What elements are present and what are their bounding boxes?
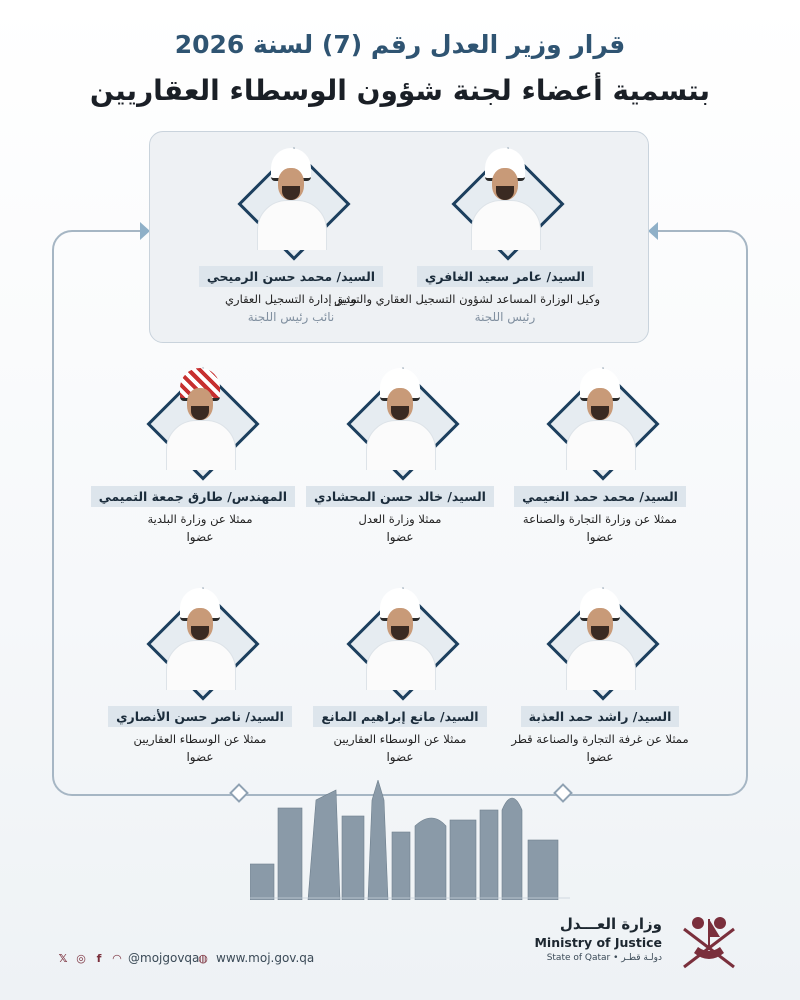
ministry-logo — [532, 913, 742, 987]
member-role: ممثلا عن وزارة التجارة والصناعة — [522, 512, 678, 526]
member-photo — [105, 580, 295, 700]
member-position: عضوا — [586, 530, 614, 544]
member-position: عضوا — [386, 530, 414, 544]
logo-arabic-name: وزارة العـــدل — [559, 915, 662, 933]
x-icon[interactable]: 𝕏 — [58, 951, 68, 965]
member-photo — [105, 360, 295, 480]
website-url[interactable]: www.moj.gov.qa — [216, 951, 315, 965]
chair-role: وكيل الوزارة المساعد لشؤون التسجيل العقاري والتوثيق — [334, 292, 600, 306]
vice-chair-card — [196, 140, 386, 324]
vice-chair-position: نائب رئيس اللجنة — [247, 310, 335, 324]
member-photo — [505, 580, 695, 700]
member-card — [305, 360, 495, 544]
member-photo — [305, 580, 495, 700]
doha-skyline-illustration — [250, 780, 570, 900]
member-card — [505, 580, 695, 764]
vice-chair-photo — [196, 140, 386, 260]
member-photo — [505, 360, 695, 480]
member-card — [105, 580, 295, 764]
member-name: السيد/ مانع إبراهيم المانع — [313, 706, 486, 727]
chair-photo — [410, 140, 600, 260]
member-role: ممثلا عن الوسطاء العقاريين — [133, 732, 267, 746]
member-name: المهندس/ طارق جمعة التميمي — [91, 486, 295, 507]
member-role: ممثلا عن وزارة البلدية — [147, 512, 253, 526]
globe-icon: ◍ — [198, 951, 208, 965]
member-role: ممثلا عن غرفة التجارة والصناعة قطر — [511, 732, 689, 746]
member-position: عضوا — [386, 750, 414, 764]
logo-english-name: Ministry of Justice — [534, 935, 662, 950]
vice-chair-name: السيد/ محمد حسن الرميحي — [199, 266, 383, 287]
member-name: السيد/ خالد حسن المحشادي — [306, 486, 494, 507]
member-card — [505, 360, 695, 544]
right-arrow-icon — [648, 222, 658, 240]
social-handle[interactable]: @mojgovqa — [128, 951, 200, 965]
decree-subtitle: بتسمية أعضاء لجنة شؤون الوسطاء العقاريين — [89, 74, 711, 107]
logo-state-line: State of Qatar • دولـة قطـر — [546, 953, 662, 963]
qatar-emblem-icon — [676, 909, 742, 975]
member-role: ممثلا عن الوسطاء العقاريين — [333, 732, 467, 746]
website-link[interactable] — [196, 951, 314, 965]
member-photo — [305, 360, 495, 480]
member-card — [305, 580, 495, 764]
instagram-icon[interactable]: ◎ — [76, 951, 86, 965]
facebook-icon[interactable]: f — [96, 951, 102, 965]
member-name: السيد/ محمد حمد النعيمي — [514, 486, 686, 507]
chair-card — [334, 140, 600, 324]
footer — [0, 915, 800, 995]
snapchat-icon[interactable]: ◠ — [112, 951, 122, 965]
vice-chair-role: مدير إدارة التسجيل العقاري — [225, 292, 357, 306]
chair-name: السيد/ عامر سعيد الغافري — [417, 266, 593, 287]
member-card — [98, 360, 295, 544]
member-position: عضوا — [586, 750, 614, 764]
member-position: عضوا — [186, 530, 214, 544]
member-role: ممثلا وزارة العدل — [358, 512, 442, 526]
member-position: عضوا — [186, 750, 214, 764]
chair-position: رئيس اللجنة — [474, 310, 536, 324]
social-links — [56, 951, 199, 965]
decree-title: قرار وزير العدل رقم (7) لسنة 2026 — [174, 30, 626, 59]
member-name: السيد/ ناصر حسن الأنصاري — [108, 706, 292, 727]
member-name: السيد/ راشد حمد العذبة — [521, 706, 680, 727]
